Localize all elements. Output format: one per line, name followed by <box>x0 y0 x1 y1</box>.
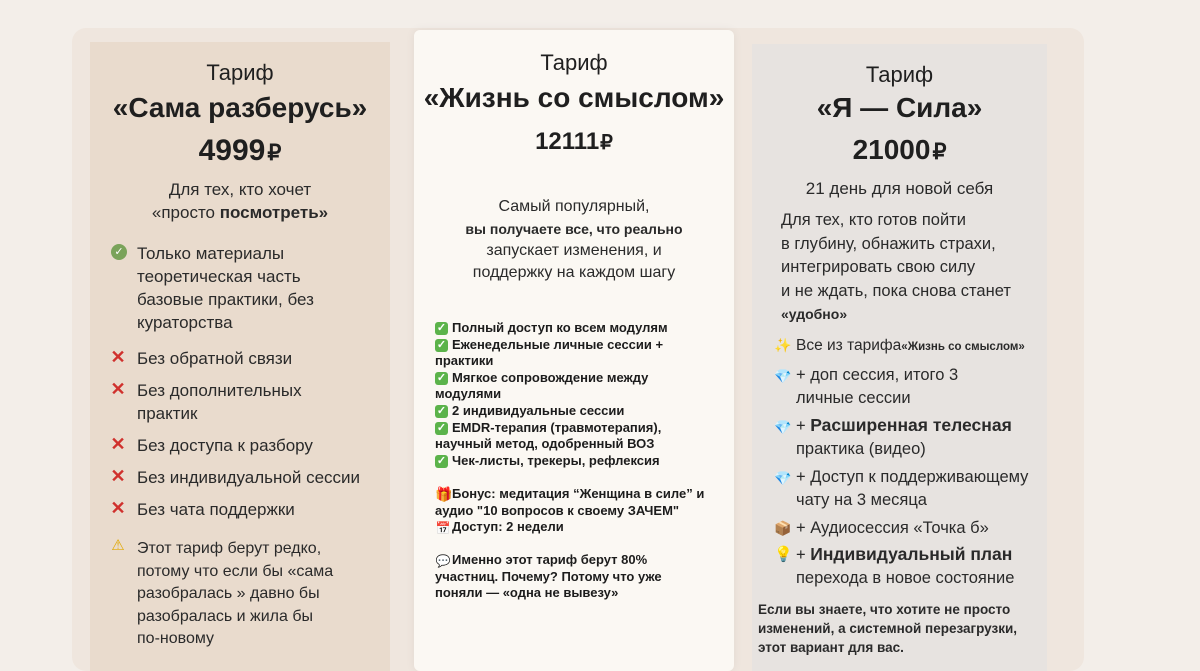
feature-text: Еженедельные личные сессии + <box>452 336 664 352</box>
card3-desc <box>781 209 1011 327</box>
cross-icon: ✕ <box>110 466 126 486</box>
feature-text: Полный доступ ко всем модулям <box>452 320 668 335</box>
bonus-text: Бонус: медитация “Женщина в силе” и <box>452 486 705 501</box>
calendar-icon: 📅 <box>435 521 451 536</box>
diamond-icon: 💎 <box>774 368 792 384</box>
card2-currency: ₽ <box>600 132 613 154</box>
lightbulb-icon: 💡 <box>774 546 793 563</box>
card3-extra-line: личные сессии <box>796 389 911 407</box>
feature-text: EMDR-терапия (травмотерапия), <box>452 419 662 435</box>
card1-warning <box>137 538 333 651</box>
cross-icon: ✕ <box>110 498 126 518</box>
feature-row <box>435 420 668 437</box>
card3-desc-line: и не ждать, пока снова станет <box>781 281 1011 300</box>
card3-extra-line: чату на 3 месяца <box>796 491 927 509</box>
gift-icon: 🎁 <box>435 486 453 502</box>
card1-included-item: Только материалы <box>137 244 285 263</box>
card3-title: «Я — Сила» <box>816 92 983 123</box>
card1-currency: ₽ <box>267 140 282 165</box>
card3-footer-line: этот вариант для вас. <box>758 640 904 655</box>
note-row <box>435 552 662 569</box>
card2-feature-list <box>435 320 668 469</box>
card1-desc-line1: Для тех, кто хочет <box>168 180 312 199</box>
card3-extra-line: практика (видео) <box>796 440 926 458</box>
check-box-icon: ✓ <box>436 322 447 334</box>
card3-extra3 <box>796 466 1028 512</box>
card2-price <box>414 128 734 156</box>
card3-extra5: + Индивидуальный план перехода в новое состояние <box>796 543 1014 590</box>
check-box-icon: ✓ <box>436 371 447 384</box>
cross-icon: ✕ <box>110 347 126 367</box>
card3-extra-line: + Доступ к поддерживающему <box>796 468 1029 486</box>
feature-row <box>435 337 668 354</box>
card1-included-item: базовые практики, без <box>137 290 314 309</box>
diamond-icon: 💎 <box>774 470 792 486</box>
card3-all-from-bold: «Жизнь со смыслом» <box>901 341 1025 353</box>
card1-desc-bold: посмотреть» <box>219 203 329 222</box>
card1-warning-line: потому что если бы «сама <box>137 562 334 580</box>
sparkle-icon: ✨ <box>774 337 792 353</box>
diamond-icon: 💎 <box>774 419 792 435</box>
card1-excluded-line: Без дополнительных <box>137 381 302 400</box>
card2-desc-line: запускает изменения, и <box>486 242 662 259</box>
cross-icon: ✕ <box>110 434 126 454</box>
feature-text-cont: практики <box>435 353 494 369</box>
card1-desc-line2 <box>90 201 390 224</box>
card3-desc-line: интегрировать свою силу <box>781 258 976 276</box>
card3-extra5-bold: Индивидуальный план <box>810 544 1013 564</box>
card1-price <box>90 134 390 168</box>
card2-desc-line: вы получаете все, что реально <box>465 221 683 237</box>
note-text-cont: участниц. Почему? Потому что уже <box>435 568 662 584</box>
speech-bubble-icon: 💬 <box>435 554 451 568</box>
access-text: Доступ: 2 недели <box>452 519 564 535</box>
card1-warning-line: разобралась и жила бы <box>137 607 314 625</box>
feature-text: 2 индивидуальные сессии <box>452 402 625 418</box>
card2-note <box>435 552 662 602</box>
card1-warning-line: по-новому <box>137 630 215 647</box>
feature-row <box>435 453 668 470</box>
card1-excluded-item: Без доступа к разбору <box>137 436 313 455</box>
card2-bonus <box>435 486 704 536</box>
access-row <box>435 519 704 536</box>
card3-desc-bold: «удобно» <box>781 306 848 322</box>
card3-currency: ₽ <box>932 139 947 164</box>
card3-footer-line: изменений, а системной перезагрузки, <box>758 621 1018 636</box>
card3-price-value: 21000 <box>852 134 931 165</box>
gift-box-icon: 📦 <box>774 520 792 536</box>
check-box-icon: ✓ <box>436 404 447 417</box>
card2-desc-line: Самый популярный, <box>498 198 650 215</box>
card2-tariff-label: Тариф <box>540 50 608 75</box>
feature-text-cont: научный метод, одобренный ВОЗ <box>435 436 655 452</box>
card1-included-list <box>137 242 314 334</box>
check-box-icon: ✓ <box>436 338 447 351</box>
cross-icon: ✕ <box>110 379 126 399</box>
feature-text: Чек-листы, трекеры, рефлексия <box>452 452 660 468</box>
card3-all-from-pre: Все из тарифа <box>796 337 902 354</box>
card2-desc <box>414 196 734 284</box>
card1-tariff-label: Тариф <box>206 60 274 85</box>
card3-all-from <box>796 334 1025 359</box>
feature-text-cont: модулями <box>435 386 502 402</box>
card1-price-value: 4999 <box>198 134 266 167</box>
card3-subtitle: 21 день для новой себя <box>805 179 994 198</box>
card3-extra4: + Аудиосессия «Точка б» <box>796 519 989 537</box>
bonus-text-cont: аудио "10 вопросов к своему ЗАЧЕМ" <box>435 502 680 518</box>
card3-desc-line: Для тех, кто готов пойти <box>781 211 966 229</box>
card3-footer-line: Если вы знаете, что хотите не просто <box>758 602 1011 617</box>
card3-extra2-bold: Расширенная телесная <box>810 415 1012 435</box>
card3-desc-line: в глубину, обнажить страхи, <box>781 234 996 253</box>
card1-included-item: теоретическая часть <box>137 267 301 286</box>
card1-excluded-item: Без чата поддержки <box>137 500 295 519</box>
card1-warning-line: Этот тариф берут редко, <box>137 540 322 557</box>
card1-excluded-item <box>137 379 302 425</box>
card1-included-item: кураторства <box>137 313 233 332</box>
card2-title: «Жизнь со смыслом» <box>423 82 725 113</box>
card3-footer <box>758 600 1017 657</box>
check-circle-icon: ✓ <box>111 244 127 260</box>
feature-row <box>435 403 668 420</box>
card1-excluded-line: практик <box>137 404 198 423</box>
card1-warning-line: разобралась » давно бы <box>137 585 320 602</box>
feature-text: Мягкое сопровождение между <box>452 369 649 385</box>
card3-extra-line: + доп сессия, итого 3 <box>796 366 959 384</box>
check-box-icon: ✓ <box>436 421 447 434</box>
card2-desc-line: поддержку на каждом шагу <box>472 264 676 281</box>
card3-tariff-label: Тариф <box>865 62 934 87</box>
note-text-cont: поняли — «одна не вывезу» <box>435 585 619 601</box>
card1-excluded-item: Без обратной связи <box>137 349 293 368</box>
feature-row <box>435 320 668 337</box>
card1-desc-pre: «просто <box>151 203 220 222</box>
check-box-icon: ✓ <box>436 454 447 467</box>
note-text: Именно этот тариф берут 80% <box>452 552 648 567</box>
card3-extra-line: перехода в новое состояние <box>796 569 1015 587</box>
card1-title: «Сама разберусь» <box>112 92 368 123</box>
card2-price-value: 12111 <box>535 128 600 155</box>
card3-price <box>752 134 1047 166</box>
warning-icon: ⚠ <box>111 537 125 554</box>
bonus-row <box>435 486 704 503</box>
feature-row <box>435 370 668 387</box>
card3-extra1 <box>796 364 958 410</box>
card1-excluded-item: Без индивидуальной сессии <box>137 468 361 487</box>
card3-extra2: + Расширенная телесная практика (видео) <box>796 414 1012 461</box>
